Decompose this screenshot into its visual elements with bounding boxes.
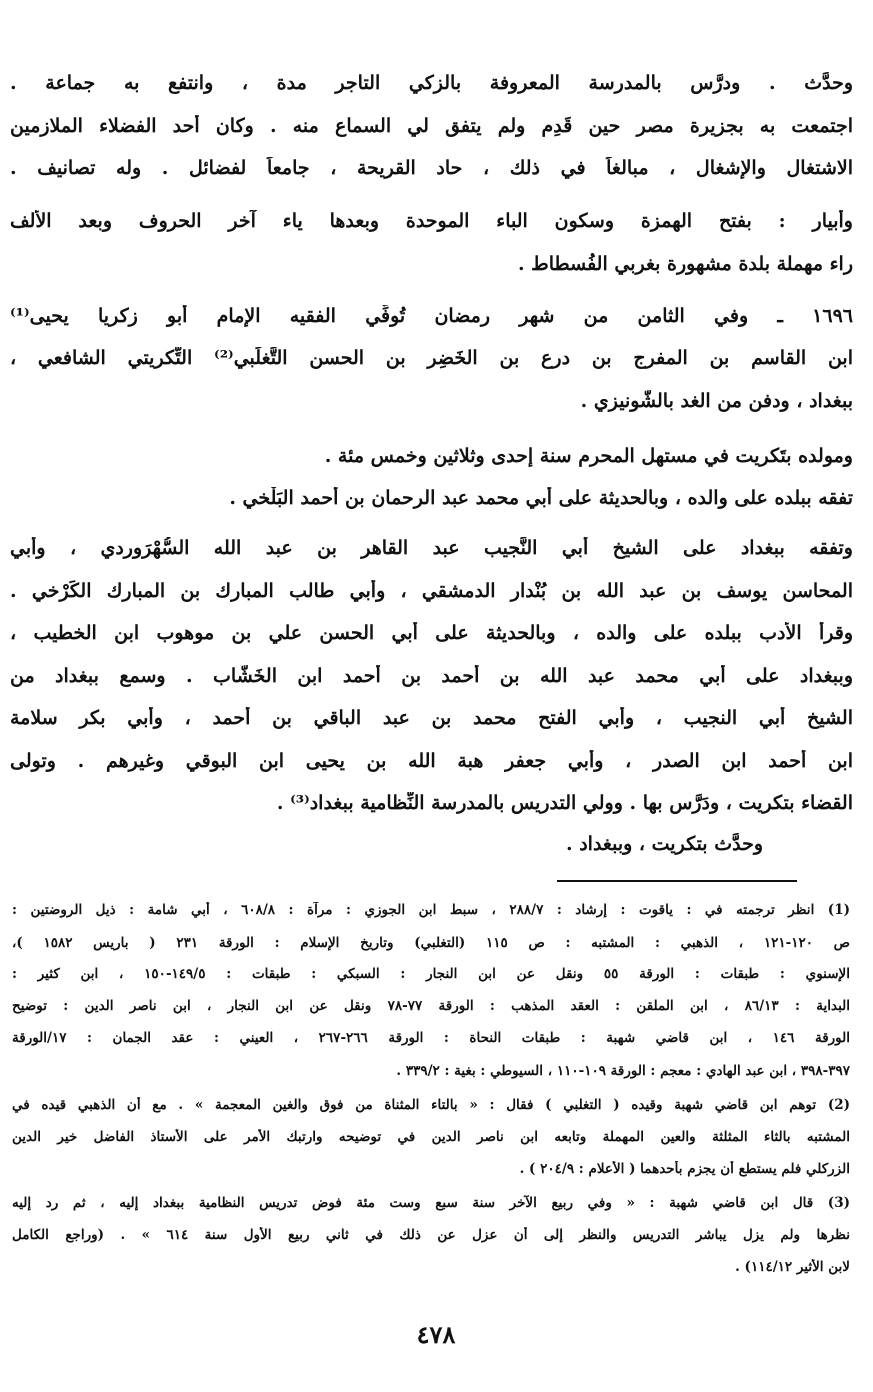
text-line: القضاء بتكريت ، ودَرَّس بها . وولي التدريس بالمدرسة النِّظامية ببغداد⁽³⁾ . [276, 792, 853, 814]
footnote-separator [557, 880, 797, 882]
text-line: تفقه ببلده على والده ، وبالحديثة على أبي محمد عبد الرحمان بن أحمد البَلْخي . [229, 487, 853, 509]
text-line: اجتمعت به بجزيرة مصر حين قَدِم ولم يتفق لي السماع منه . وكان أحد الفضلاء الملازمين [10, 115, 853, 137]
footnote-line: الزركلي فلم يستطع أن يجزم بأحدهما ( الأعلام : ٢٠٤/٩ ) . [519, 1161, 850, 1177]
text-line: الاشتغال والإشغال ، مبالغاً في ذلك ، حاد القريحة ، جامعاً لفضائل . وله تصانيف . [10, 157, 853, 179]
page-number: ٤٧٨ [416, 1320, 456, 1349]
footnote-line: ص ١٢٠-١٢١ ، الذهبي : المشتبه : ص ١١٥ (التغلبي) وتاريخ الإسلام : الورقة ٢٣١ ( باريس ١٥٨٢ )، [12, 935, 850, 951]
text-line: وأَبيار : بفتح الهمزة وسكون الباء الموحدة وبعدها ياء آخر الحروف وبعد الألف [10, 210, 853, 232]
text-line: الشيخ أبي النجيب ، وأبي الفتح محمد بن عبد الباقي بن أحمد ، وأبي بكر سلامة [10, 707, 853, 729]
footnote-line: البداية : ٨٦/١٣ ، ابن الملقن : العقد المذهب : الورقة ٧٧-٧٨ ونقل عن ابن النجار ، ابن ناصر الدين : توضيح [12, 998, 850, 1014]
footnote-line: (2) توهم ابن قاضي شهبة وقيده ( التغلبي ) فقال : « بالتاء المثناة من فوق والغين المعجمة » . مع أن الذهبي قيده في [12, 1097, 850, 1113]
footnote-line: نظرها ولم يزل يباشر التدريس والنظر إلى أن عزل عن ذلك في ثاني ربيع الأول سنة ٦١٤ » . (وراجع الكامل [12, 1227, 850, 1243]
entry-heading-line: ١٦٩٦ ـ وفي الثامن من شهر رمضان تُوفِّي الفقيه الإمام أبو زكريا يحيى⁽¹⁾ [10, 305, 853, 327]
footnote-line: الورقة ١٤٦ ، ابن قاضي شهبة : طبقات النحاة : الورقة ٢٦٦-٢٦٧ ، العيني : عقد الجمان : ١٧/الورقة [12, 1030, 850, 1046]
footnote-line: لابن الأثير ١١٤/١٢) . [735, 1259, 850, 1275]
text-line: ببغداد ، ودفن من الغد بالشُّونيزي . [580, 390, 853, 412]
footnote-line: (1) انظر ترجمته في : ياقوت : إرشاد : ٢٨٨/٧ ، سبط ابن الجوزي : مرآة : ٦٠٨/٨ ، أبي شامة : ذيل الروضتين : [12, 902, 850, 918]
footnote-line: الإسنوي : طبقات : الورقة ٥٥ ونقل عن ابن النجار : السبكي : طبقات : ١٤٩/٥-١٥٠ ، ابن كثير : [12, 966, 850, 982]
text-line: وحدَّث بتكريت ، وببغداد . [565, 833, 763, 855]
text-line: وببغداد على أبي محمد عبد الله بن أحمد بن أحمد ابن الخَشّاب . وسمع ببغداد من [10, 665, 853, 687]
text-line: وتفقه ببغداد على الشيخ أبي النَّجيب عبد القاهر بن عبد الله السُّهْرَوردي ، وأبي [10, 537, 853, 559]
text-line: المحاسن يوسف بن عبد الله بن بُنْدار الدمشقي ، وأبي طالب المبارك بن المبارك الكَرْخي . [10, 580, 853, 602]
footnote-line: ٣٩٧-٣٩٨ ، ابن عبد الهادي : معجم : الورقة ١٠٩-١١٠ ، السيوطي : بغية : ٣٣٩/٢ . [396, 1063, 850, 1079]
footnote-line: المشتبه بالثاء المثلثة والعين المهملة وتابعه ابن ناصر الدين في توضيحه وارتبك الأمر على الأستاذ الفاضل خير الدين [12, 1129, 850, 1145]
text-line: وقرأ الأدب ببلده على والده ، وبالحديثة على أبي الحسن علي بن موهوب ابن الخطيب ، [10, 622, 853, 644]
footnote-line: (3) قال ابن قاضي شهبة : « وفي ربيع الآخر سنة سبع وست مئة فوض تدريس النظامية ببغداد إليه ، ثم رد إليه [12, 1195, 850, 1211]
text-line: ابن القاسم بن المفرج بن درع بن الخَضِر بن الحسن التَّغلَبي⁽²⁾ التِّكريتي الشافعي ، [10, 347, 853, 369]
text-line: ومولده بتَكريت في مستهل المحرم سنة إحدى وثلاثين وخمس مئة . [324, 445, 853, 467]
text-line: ابن أحمد ابن الصدر ، وأبي جعفر هبة الله بن يحيى ابن البوقي وغيرهم . وتولى [10, 750, 853, 772]
text-line: وحدَّث . ودرَّس بالمدرسة المعروفة بالزكي التاجر مدة ، وانتفع به جماعة . [10, 72, 853, 94]
text-line: راء مهملة بلدة مشهورة بغربي الفُسطاط . [517, 253, 853, 275]
